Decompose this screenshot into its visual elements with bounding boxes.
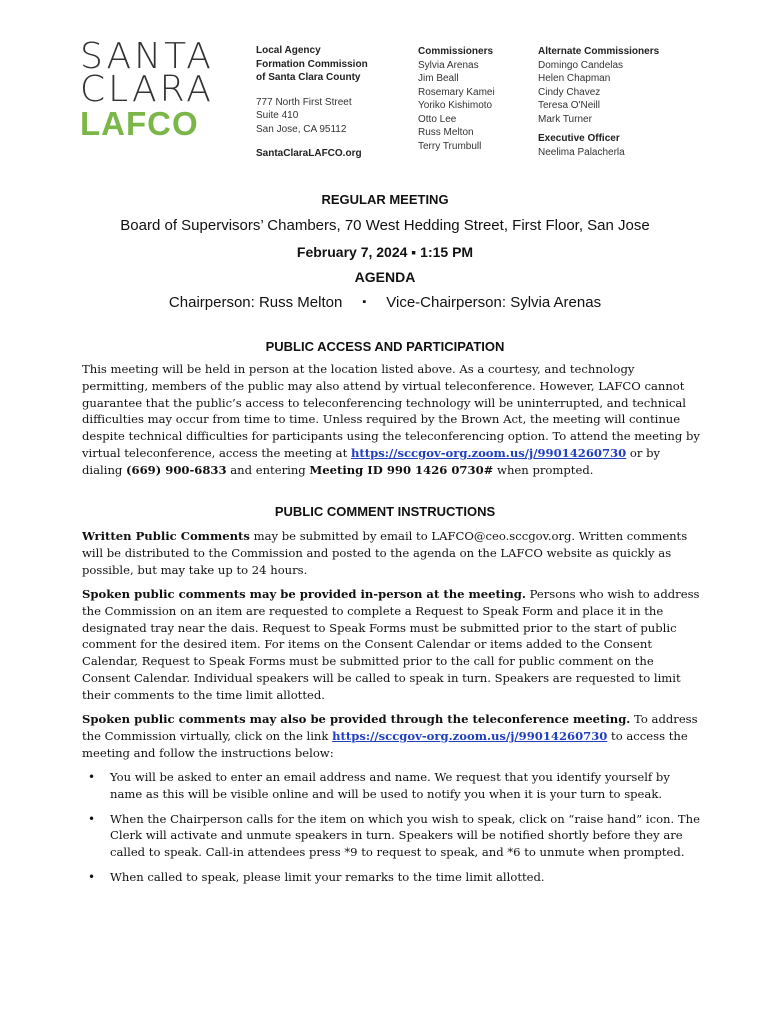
meeting-type: REGULAR MEETING — [321, 192, 449, 207]
text-segment: to access the meeting and follow the instructions below: — [82, 728, 688, 760]
public-comment-heading: PUBLIC COMMENT INSTRUCTIONS — [274, 504, 496, 519]
commissioners-list — [418, 45, 533, 153]
commissioner-name: Otto Lee — [418, 113, 457, 125]
public-access-paragraph — [82, 361, 700, 479]
virtual-comments-paragraph — [82, 711, 700, 761]
list-item: • When the Chairperson calls for the item on which you wish to speak, click on “raise hand” icon. The Clerk will activate and unmute speakers in turn. Speakers will be notified shortly before they are called to speak. Call-in attendees press *9 to request to speak, and *6 to unmute when prompted. — [82, 811, 700, 861]
bold-lead: Spoken public comments may be provided in-person at the meeting. — [82, 587, 526, 601]
alternate-name: Cindy Chavez — [538, 86, 601, 98]
chairperson: Chairperson: Russ Melton — [168, 294, 343, 311]
org-name-line: Formation Commission — [256, 58, 368, 70]
text-segment: To address the Commission virtually, click on the link — [82, 712, 698, 743]
bold-lead: Written Public Comments — [82, 529, 250, 543]
commissioner-name: Jim Beall — [418, 73, 459, 84]
alternate-name: Helen Chapman — [538, 73, 611, 84]
text-segment: may be submitted by email to LAFCO@ceo.sccgov.org. Written comments will be distributed to the Commission and posted to the agenda on the LAFCO website as quickly as possible, but may take up to 24 hours. — [82, 529, 688, 577]
executive-officer-name: Neelima Palacherla — [538, 146, 625, 158]
meeting-location: Board of Supervisors’ Chambers, 70 West Hedding Street, First Floor, San Jose — [120, 217, 650, 234]
separator: ▪ — [362, 296, 367, 308]
logo-line-lafco: LAFCO — [80, 105, 199, 142]
address-line: 777 North First Street — [256, 96, 352, 108]
commissioner-name: Yoriko Kishimoto — [418, 100, 493, 111]
alternate-name: Mark Turner — [538, 113, 592, 125]
alternate-commissioners-list — [538, 45, 678, 159]
commissioner-name: Terry Trumbull — [418, 140, 482, 152]
commissioner-name: Sylvia Arenas — [418, 59, 479, 71]
website-link[interactable]: SantaClaraLAFCO.org — [256, 148, 362, 159]
alternates-heading: Alternate Commissioners — [538, 46, 660, 57]
meeting-datetime: February 7, 2024 ▪ 1:15 PM — [296, 244, 474, 260]
list-item: • When called to speak, please limit your remarks to the time limit allotted. — [82, 869, 700, 886]
org-info — [256, 44, 406, 161]
written-comments-paragraph — [82, 528, 700, 578]
logo-line-santa: SANTA — [80, 36, 214, 77]
address-line: Suite 410 — [256, 110, 299, 121]
meeting-id: Meeting ID 990 1426 0730# — [309, 462, 494, 477]
alternate-name: Teresa O'Neill — [538, 100, 600, 111]
text-segment: and entering — [226, 462, 310, 477]
instructions-list — [82, 769, 700, 894]
text-segment: when prompted. — [493, 462, 594, 477]
zoom-link[interactable]: https://sccgov-org.zoom.us/j/99014260730 — [332, 728, 608, 743]
text-segment: Persons who wish to address the Commission on an item are requested to complete a Request to Speak Form and place it in the designated tray near the dais. Request to Speak Forms must be submitted prior to the start of public comment for the desired item. For items on the Consent Calendar or items added to the Consent Calendar, Request to Speak Forms must be submitted prior to the call for public comment on the Consent Calendar. Individual speakers will be called to speak in turn. Speakers are requested to limit their comments to the time limit allotted. — [82, 587, 700, 702]
chairs-line — [0, 294, 770, 311]
executive-officer-heading: Executive Officer — [538, 133, 620, 144]
commissioner-name: Russ Melton — [418, 127, 474, 138]
agenda-title: AGENDA — [354, 269, 416, 285]
alternate-name: Domingo Candelas — [538, 59, 624, 71]
text-segment: This meeting will be held in person at the location listed above. As a courtesy, and technology permitting, members of the public may also attend by virtual teleconference. However, LAFCO cannot guarantee that the public’s access to teleconferencing technology will be uninterrupted, and technical difficulties may occur from time to time. Unless required by the Brown Act, the meeting will continue despite technical difficulties for participants using the teleconferencing option. To attend the meeting by virtual teleconference, access the meeting at — [82, 362, 700, 460]
bold-lead: Spoken public comments may also be provided through the teleconference meeting. — [82, 712, 631, 726]
inperson-comments-paragraph — [82, 586, 700, 704]
org-name-line: Local Agency — [256, 45, 321, 56]
org-name-line: of Santa Clara County — [256, 72, 361, 83]
text-segment: or by dialing — [82, 445, 661, 477]
phone-number: (669) 900-6833 — [126, 462, 227, 477]
commissioners-heading: Commissioners — [418, 46, 494, 57]
list-item: • You will be asked to enter an email address and name. We request that you identify yourself by name as this will be visible online and will be used to notify you when it is your turn to speak. — [82, 769, 700, 803]
public-access-heading: PUBLIC ACCESS AND PARTICIPATION — [265, 339, 505, 354]
logo-line-clara: CLARA — [80, 69, 214, 110]
address-line: San Jose, CA 95112 — [256, 123, 347, 135]
zoom-link[interactable]: https://sccgov-org.zoom.us/j/99014260730 — [350, 445, 627, 460]
vice-chairperson: Vice-Chairperson: Sylvia Arenas — [386, 294, 602, 311]
santa-clara-lafco-logo — [80, 36, 214, 142]
commissioner-name: Rosemary Kamei — [418, 86, 495, 98]
